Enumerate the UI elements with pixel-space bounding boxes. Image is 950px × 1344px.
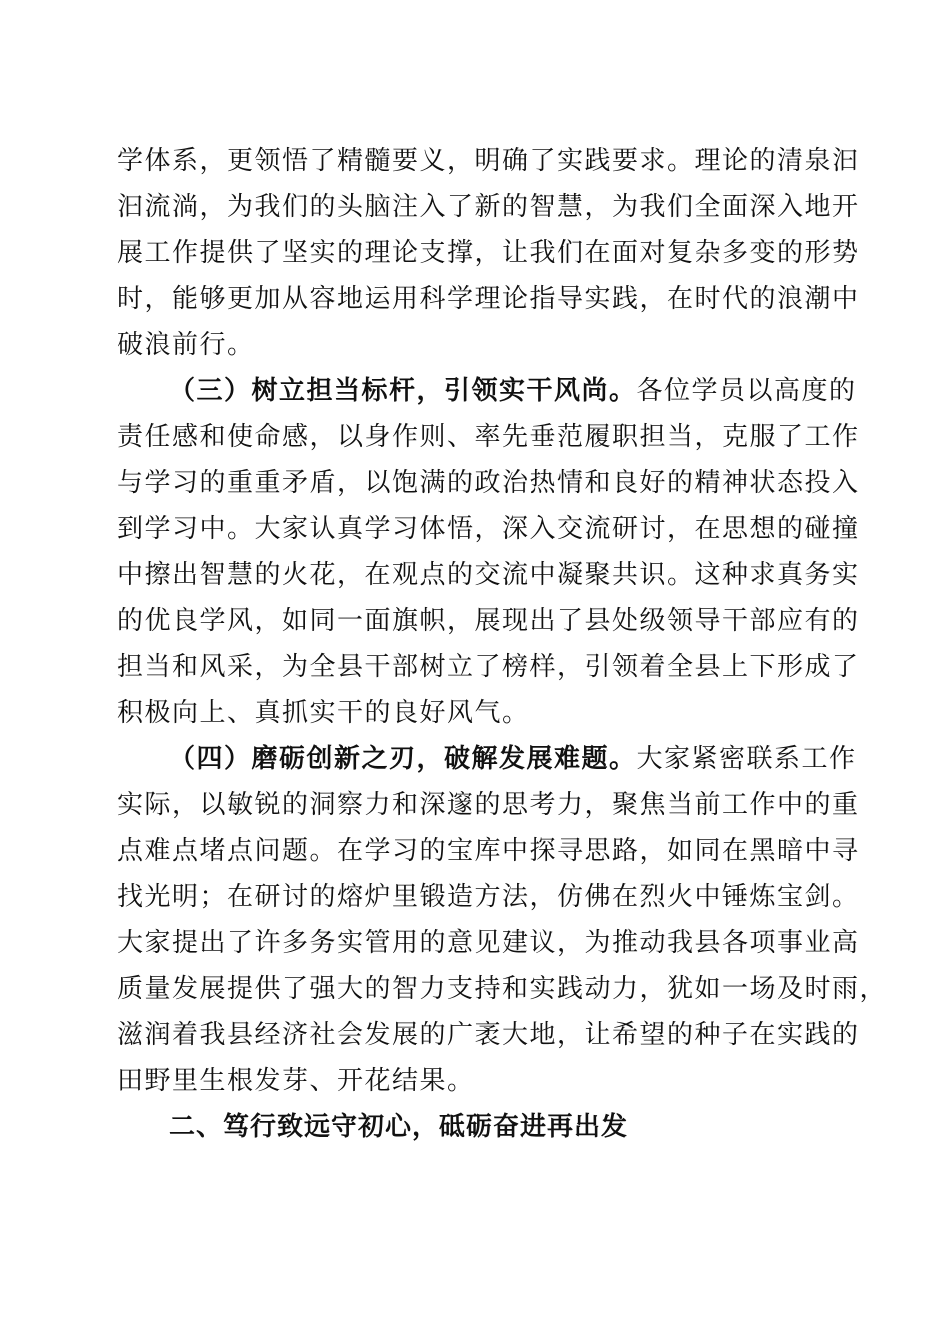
paragraph-3-line-6: 质量发展提供了强大的智力支持和实践动力，犹如一场及时雨， — [117, 974, 888, 1004]
paragraph-3-line-4: 找光明；在研讨的熔炉里锻造方法，仿佛在烈火中锤炼宝剑。 — [117, 882, 860, 912]
paragraph-3-line-5: 大家提出了许多务实管用的意见建议，为推动我县各项事业高 — [117, 928, 860, 958]
paragraph-3-first-line-text: 大家紧密联系工作 — [636, 744, 857, 774]
paragraph-2-first-line — [169, 371, 857, 411]
paragraph-3-line-8: 田野里生根发芽、开花结果。 — [117, 1066, 475, 1096]
paragraph-2-line-3: 与学习的重重矛盾，以饱满的政治热情和良好的精神状态投入 — [117, 468, 860, 498]
paragraph-2-first-line-text: 各位学员以高度的 — [636, 376, 857, 406]
section-heading: 二、笃行致远守初心，砥砺奋进再出发 — [169, 1112, 629, 1142]
paragraph-2-line-2: 责任感和使命感，以身作则、率先垂范履职担当，克服了工作 — [117, 422, 860, 452]
paragraph-2-line-5: 中擦出智慧的火花，在观点的交流中凝聚共识。这种求真务实 — [117, 560, 860, 590]
paragraph-3-heading: （四）磨砺创新之刃，破解发展难题。 — [169, 744, 637, 774]
paragraph-3-line-2: 实际，以敏锐的洞察力和深邃的思考力，聚焦当前工作中的重 — [117, 790, 860, 820]
paragraph-2-line-8: 积极向上、真抓实干的良好风气。 — [117, 698, 530, 728]
paragraph-1-line-5: 破浪前行。 — [117, 330, 255, 360]
paragraph-2-heading: （三）树立担当标杆，引领实干风尚。 — [169, 376, 637, 406]
paragraph-2-line-7: 担当和风采，为全县干部树立了榜样，引领着全县上下形成了 — [117, 652, 860, 682]
paragraph-1-line-3: 展工作提供了坚实的理论支撑，让我们在面对复杂多变的形势 — [117, 238, 860, 268]
paragraph-2-line-4: 到学习中。大家认真学习体悟，深入交流研讨，在思想的碰撞 — [117, 514, 860, 544]
paragraph-3-line-3: 点难点堵点问题。在学习的宝库中探寻思路，如同在黑暗中寻 — [117, 836, 860, 866]
paragraph-1-line-4: 时，能够更加从容地运用科学理论指导实践，在时代的浪潮中 — [117, 284, 860, 314]
paragraph-3-line-7: 滋润着我县经济社会发展的广袤大地，让希望的种子在实践的 — [117, 1020, 860, 1050]
paragraph-2-line-6: 的优良学风，如同一面旗帜，展现出了县处级领导干部应有的 — [117, 606, 860, 636]
paragraph-1-line-2: 汩流淌，为我们的头脑注入了新的智慧，为我们全面深入地开 — [117, 192, 860, 222]
paragraph-3-first-line — [169, 739, 857, 779]
paragraph-1-line-1: 学体系，更领悟了精髓要义，明确了实践要求。理论的清泉汩 — [117, 146, 860, 176]
